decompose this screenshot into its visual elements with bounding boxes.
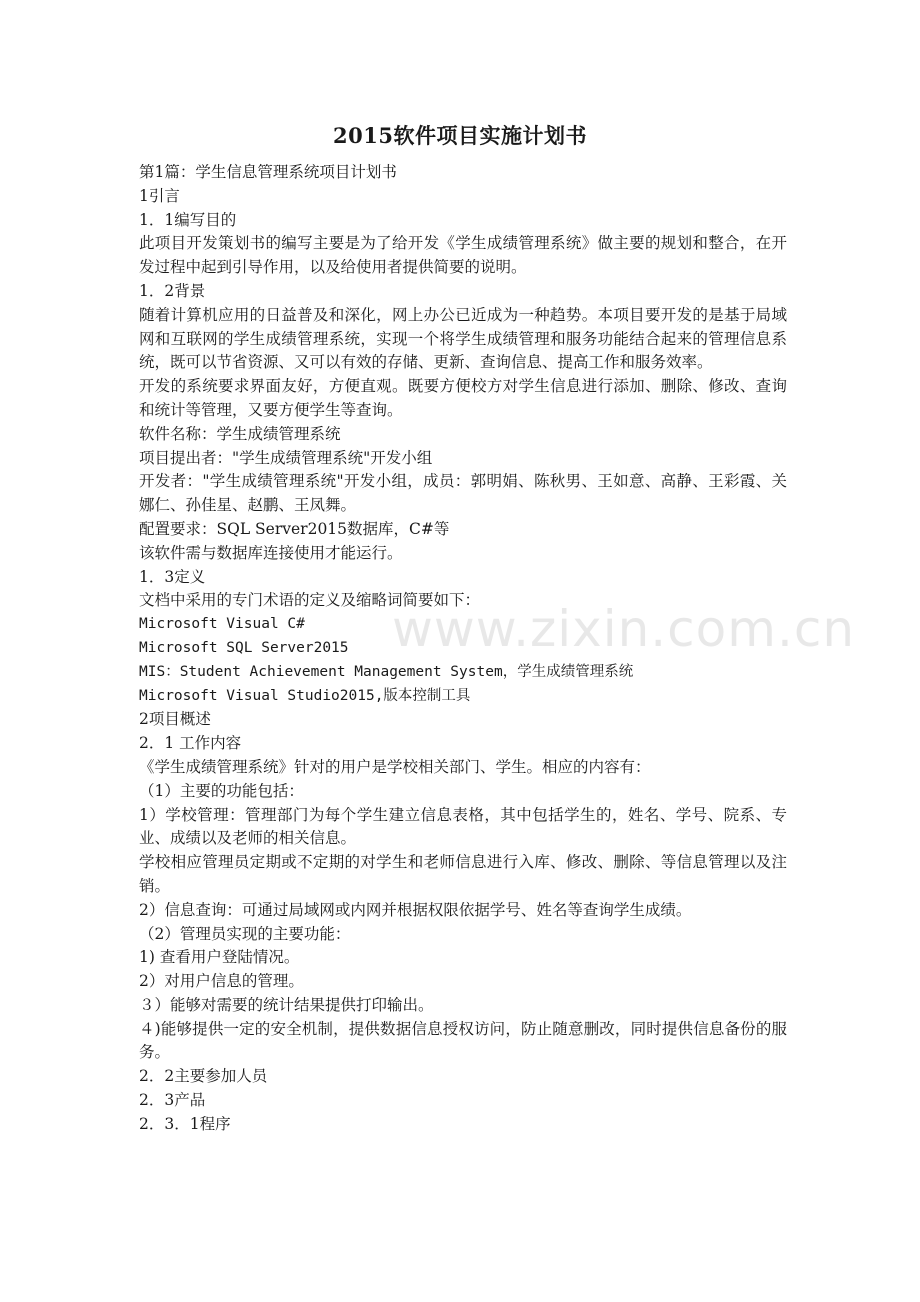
list-item: 2）对用户信息的管理。 — [139, 972, 304, 991]
list-item: 1) 查看用户登陆情况。 — [139, 948, 300, 967]
list-item: 2）信息查询：可通过局域网或内网并根据权限依据学号、姓名等查询学生成绩。 — [139, 900, 692, 919]
body-paragraph: 此项目开发策划书的编写主要是为了给开发《学生成绩管理系统》做主要的规划和整合，在开发过程中起到引导作用，以及给使用者提供简要的说明。 — [139, 234, 787, 277]
list-item: ３）能够对需要的统计结果提供打印输出。 — [139, 995, 434, 1014]
chapter-heading: 第1篇：学生信息管理系统项目计划书 — [139, 163, 397, 181]
body-line: 配置要求：SQL Server2015数据库，C#等 — [139, 519, 450, 538]
section-heading: 2项目概述 — [139, 710, 211, 729]
list-item: ４)能够提供一定的安全机制，提供数据信息授权访问，防止随意删改，同时提供信息备份的服务。 — [139, 1019, 787, 1062]
body-line: 该软件需与数据库连接使用才能运行。 — [139, 543, 403, 562]
body-line: 项目提出者："学生成绩管理系统"开发小组 — [139, 448, 433, 467]
subsection-heading: 1．1编写目的 — [139, 210, 237, 229]
body-paragraph: 开发的系统要求界面友好，方便直观。既要方便校方对学生信息进行添加、删除、修改、查询和统计等管理，又要方便学生等查询。 — [139, 377, 787, 419]
document-body — [139, 161, 787, 1137]
subsection-heading: 1．3定义 — [139, 567, 206, 586]
subsection-heading: 2．1 工作内容 — [139, 734, 242, 753]
subsection-heading: 1．2背景 — [139, 281, 206, 300]
term-line: MIS：Student Achievement Management System，学生成绩管理系统 — [139, 663, 634, 680]
body-line: 《学生成绩管理系统》针对的用户是学校相关部门、学生。相应的内容有： — [139, 757, 651, 776]
subsection-heading: 2．3．1程序 — [139, 1114, 231, 1133]
subsection-heading: 2．2主要参加人员 — [139, 1067, 268, 1086]
body-line: 文档中采用的专门术语的定义及缩略词简要如下： — [139, 591, 481, 610]
section-heading: 1引言 — [139, 186, 180, 205]
body-paragraph: 随着计算机应用的日益普及和深化，网上办公已近成为一种趋势。本项目要开发的是基于局域网和互联网的学生成绩管理系统，实现一个将学生成绩管理和服务功能结合起来的管理信息系统，既可以节省资源、又可以有效的存储、更新、查询信息、提高工作和服务效率。 — [139, 305, 787, 372]
body-line: 软件名称：学生成绩管理系统 — [139, 424, 341, 443]
watermark: www.zixin.com.cn — [392, 600, 856, 658]
list-heading: （2）管理员实现的主要功能： — [139, 924, 351, 943]
term-line: Microsoft Visual C# — [139, 616, 305, 633]
term-line: Microsoft Visual Studio2015,版本控制工具 — [139, 687, 471, 704]
list-item: 1）学校管理：管理部门为每个学生建立信息表格，其中包括学生的，姓名、学号、院系、专业、成绩以及老师的相关信息。 — [139, 805, 787, 848]
term-line: Microsoft SQL Server2015 — [139, 639, 349, 656]
body-paragraph: 学校相应管理员定期或不定期的对学生和老师信息进行入库、修改、删除、等信息管理以及注销。 — [139, 853, 787, 895]
subsection-heading: 2．3产品 — [139, 1091, 206, 1110]
body-paragraph: 开发者："学生成绩管理系统"开发小组，成员：郭明娟、陈秋男、王如意、高静、王彩霞、关娜仁、孙佳星、赵鹏、王凤舞。 — [139, 472, 787, 515]
list-heading: （1）主要的功能包括： — [139, 781, 304, 800]
document-title: 2015软件项目实施计划书 — [333, 123, 587, 148]
